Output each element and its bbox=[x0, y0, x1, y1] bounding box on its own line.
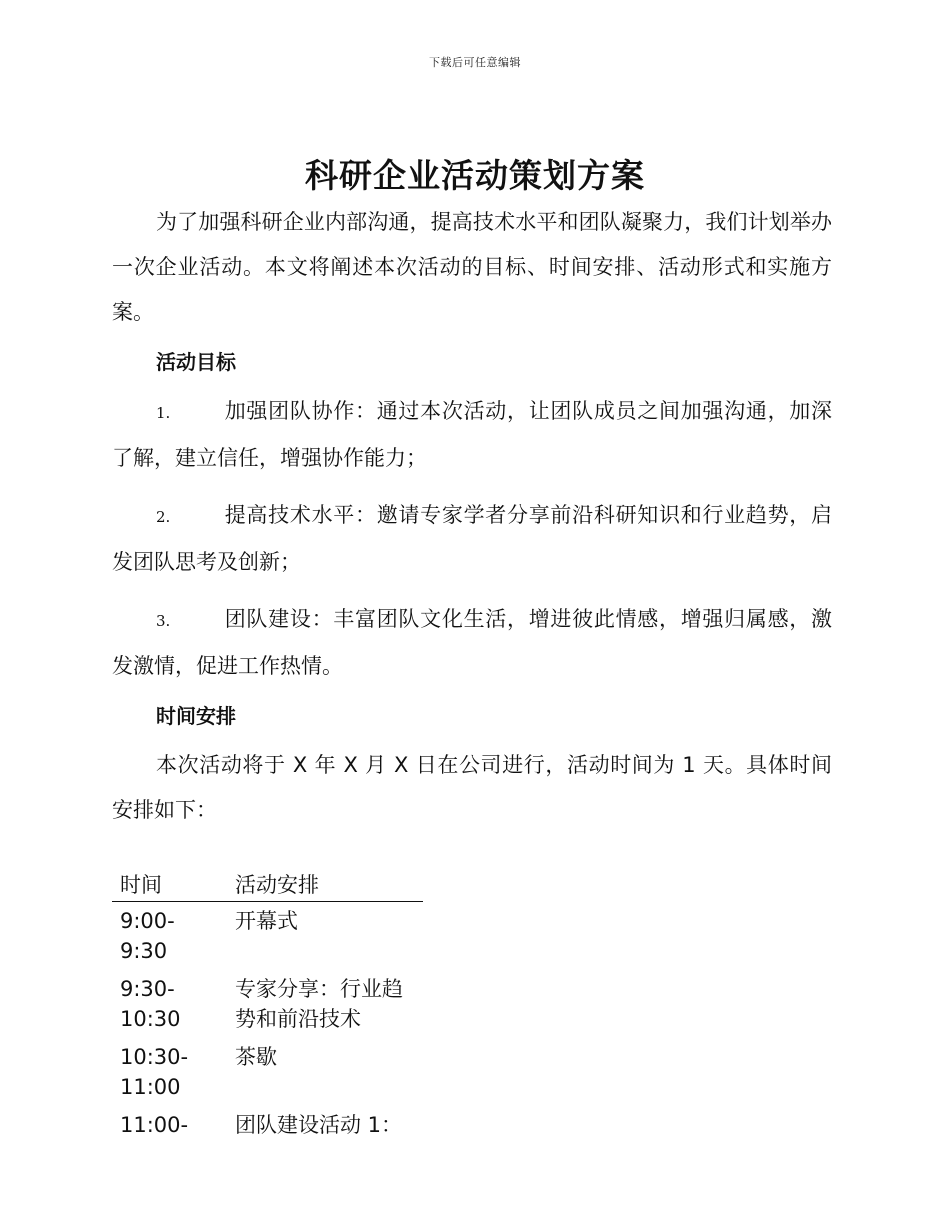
goal-item-text: 加强团队协作：通过本次活动，让团队成员之间加强沟通，加深了解，建立信任，增强协作能力； bbox=[112, 399, 832, 470]
goal-item bbox=[112, 493, 832, 585]
goal-item-text: 提高技术水平：邀请专家学者分享前沿科研知识和行业趋势，启发团队思考及创新； bbox=[112, 503, 832, 574]
table-row bbox=[112, 1038, 423, 1106]
table-cell-time: 10:30-11:00 bbox=[120, 1045, 189, 1099]
goal-item bbox=[112, 389, 832, 481]
goal-item bbox=[112, 597, 832, 689]
table-row bbox=[112, 970, 423, 1038]
table-header-time: 时间 bbox=[112, 869, 227, 902]
table-cell-activity: 开幕式 bbox=[235, 909, 298, 933]
table-cell-activity: 茶歇 bbox=[235, 1045, 277, 1069]
table-cell-time: 9:30-10:30 bbox=[120, 977, 181, 1031]
table-cell-activity: 团队建设活动 1： bbox=[235, 1113, 403, 1137]
schedule-intro-paragraph: 本次活动将于 X 年 X 月 X 日在公司进行，活动时间为 1 天。具体时间安排如下： bbox=[112, 753, 832, 822]
table-header-row bbox=[112, 869, 423, 902]
document-body bbox=[112, 200, 832, 1144]
goal-item-number: 2. bbox=[156, 508, 171, 526]
table-row bbox=[112, 902, 423, 971]
schedule-heading: 时间安排 bbox=[156, 704, 236, 728]
goals-heading: 活动目标 bbox=[156, 350, 236, 374]
table-cell-time: 11:00- bbox=[120, 1113, 189, 1137]
table-cell-time: 9:00-9:30 bbox=[120, 909, 175, 963]
table-cell-activity: 专家分享：行业趋势和前沿技术 bbox=[235, 977, 403, 1031]
schedule-table bbox=[112, 869, 423, 1144]
intro-paragraph: 为了加强科研企业内部沟通，提高技术水平和团队凝聚力，我们计划举办一次企业活动。本文将阐述本次活动的目标、时间安排、活动形式和实施方案。 bbox=[112, 210, 832, 324]
goal-item-text: 团队建设：丰富团队文化生活，增进彼此情感，增强归属感，激发激情，促进工作热情。 bbox=[112, 607, 832, 678]
table-header-activity: 活动安排 bbox=[227, 869, 423, 902]
document-title: 科研企业活动策划方案 bbox=[305, 156, 645, 195]
table-row bbox=[112, 1106, 423, 1144]
goal-item-number: 3. bbox=[156, 612, 171, 630]
goal-item-number: 1. bbox=[156, 404, 171, 422]
header-note: 下载后可任意编辑 bbox=[429, 56, 521, 69]
